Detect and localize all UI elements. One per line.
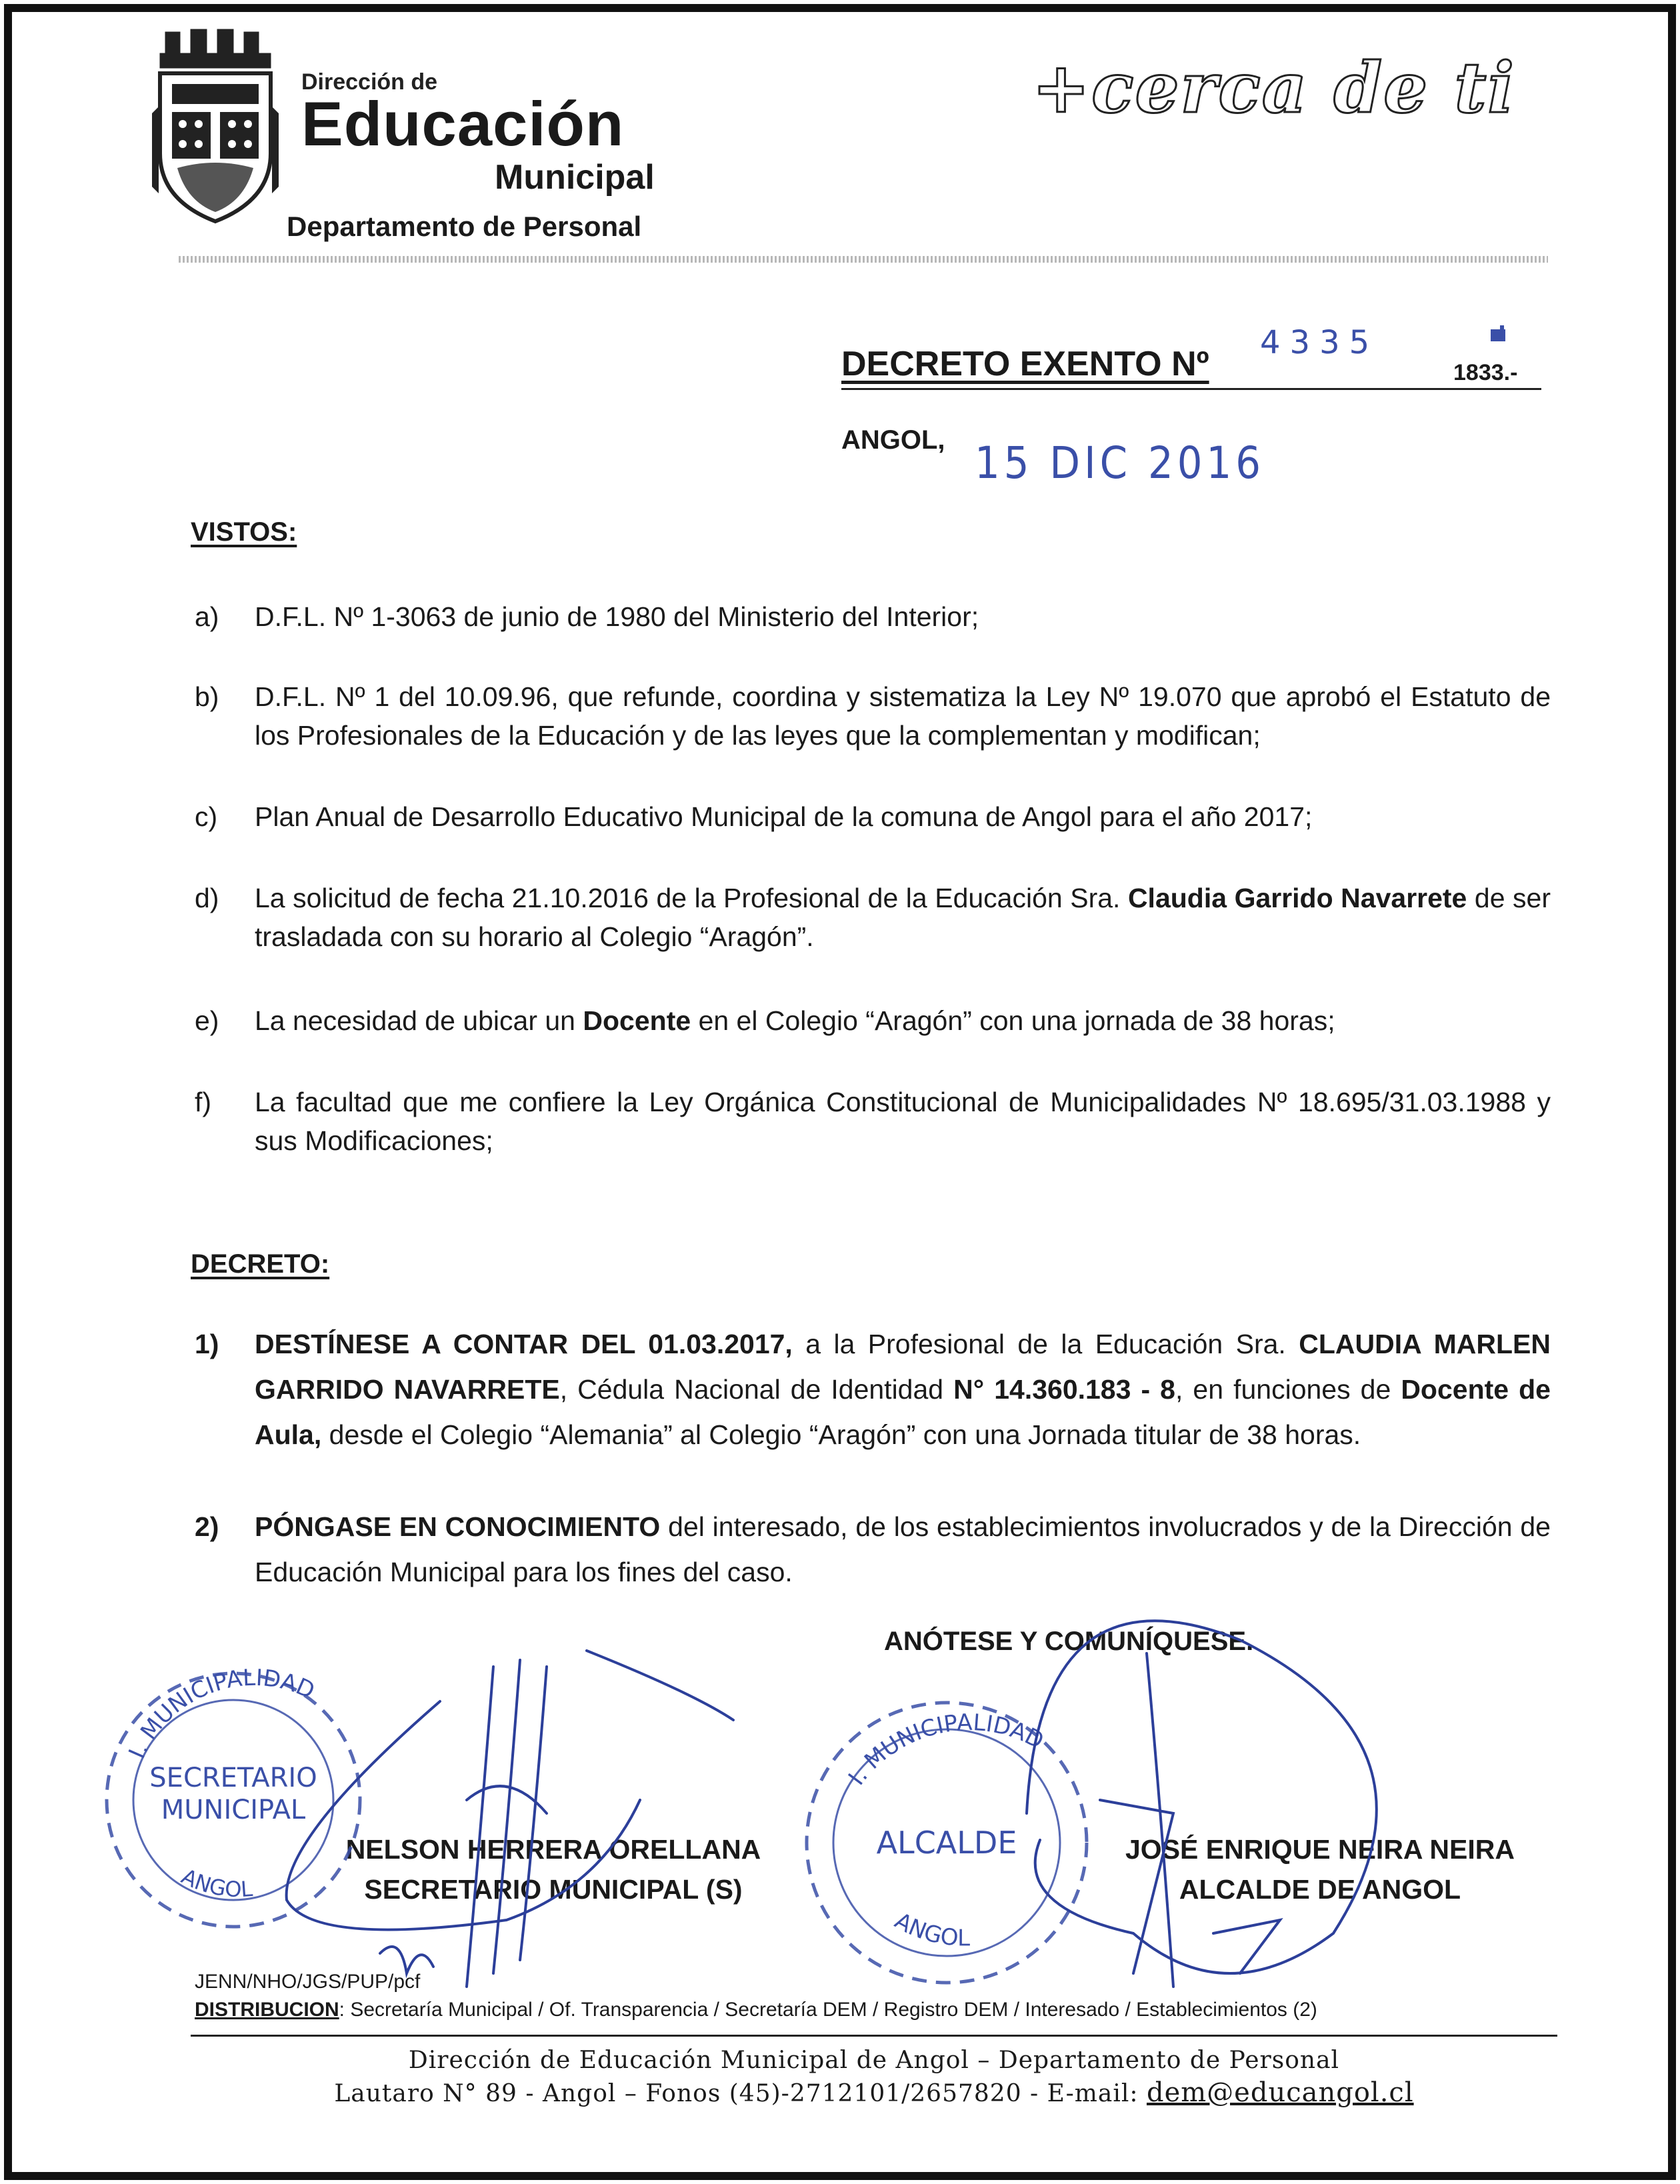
- stamp-center-text: SECRETARIO: [149, 1763, 317, 1793]
- signatory-mayor: [1060, 1829, 1580, 1909]
- distribution-label: DISTRIBUCION: [195, 1999, 339, 2021]
- bold-segment: PÓNGASE EN CONOCIMIENTO: [255, 1511, 661, 1542]
- decree-code: 1833.-: [1453, 360, 1518, 385]
- text-segment: de ser trasladada con su horario al Colegio “Aragón”.: [255, 883, 1551, 952]
- decree-underline: [841, 388, 1541, 390]
- footer-email-link[interactable]: dem@educangol.cl: [1146, 2077, 1414, 2108]
- stamp-bottom-text: ANGOL: [177, 1863, 254, 1903]
- item-label: a): [195, 601, 219, 632]
- text-segment: , en funciones de: [1175, 1374, 1391, 1405]
- text-segment: , Cédula Nacional de Identidad: [559, 1374, 944, 1405]
- item-text: [255, 879, 1551, 956]
- decree-stamped-number: 4335: [1260, 324, 1379, 361]
- stamped-date: 15 DIC 2016: [975, 437, 1265, 489]
- item-label: d): [195, 883, 219, 913]
- person-name: CLAUDIA MARLEN GARRIDO NAVARRETE: [255, 1329, 1551, 1405]
- decreto-heading: DECRETO:: [191, 1249, 330, 1279]
- role-term: Docente de Aula,: [255, 1374, 1551, 1450]
- item-label: f): [195, 1087, 212, 1117]
- footer-line-2: [191, 2077, 1557, 2108]
- text-segment: en el Colegio “Aragón” con una jornada de 38 horas;: [698, 1005, 1335, 1036]
- text-segment: desde el Colegio “Alemania” al Colegio “Aragón” con una Jornada titular de 38 horas.: [329, 1419, 1361, 1450]
- stamp-center-text: MUNICIPAL: [161, 1795, 306, 1825]
- org-small-title: Dirección de: [301, 69, 438, 95]
- vistos-heading: VISTOS:: [191, 517, 297, 547]
- signatory-name: NELSON HERRERA ORELLANA: [345, 1834, 761, 1865]
- stamp-top-text: I. MUNICIPALIDAD: [843, 1709, 1049, 1791]
- stamp-mark-icon: [1488, 324, 1508, 344]
- item-text: D.F.L. Nº 1-3063 de junio de 1980 del Ministerio del Interior;: [255, 601, 979, 632]
- text-segment: La solicitud de fecha 21.10.2016 de la Profesional de la Educación Sra.: [255, 883, 1121, 913]
- item-text: D.F.L. Nº 1 del 10.09.96, que refunde, coordina y sistematiza la Ley Nº 19.070 que aprobó el Estatuto de los Profesionales de la Educación y de las leyes que la complementan y modifican;: [255, 681, 1551, 751]
- role-term: Docente: [583, 1005, 691, 1036]
- item-text: [255, 1001, 1551, 1040]
- item-label: c): [195, 801, 218, 832]
- signatory-role: ALCALDE DE ANGOL: [1179, 1874, 1461, 1905]
- item-label: 2): [195, 1511, 219, 1542]
- footer-address: Lautaro N° 89 - Angol – Fonos (45)-2712101/2657820 - E-mail:: [334, 2080, 1147, 2107]
- footer-divider: [191, 2035, 1557, 2037]
- distribution-text: : Secretaría Municipal / Of. Transparencia / Secretaría DEM / Registro DEM / Interesado / Establecimientos (2): [339, 1999, 1317, 2021]
- id-number: N° 14.360.183 - 8: [953, 1374, 1175, 1405]
- item-text: [255, 1321, 1551, 1457]
- text-segment: La necesidad de ubicar un: [255, 1005, 575, 1036]
- text-segment: del interesado, de los establecimientos involucrados y de la Dirección de Educación Municipal para los fines del caso.: [255, 1511, 1551, 1587]
- stamp-top-text: I. MUNICIPALIDAD: [123, 1664, 319, 1763]
- department-title: Departamento de Personal: [287, 211, 642, 242]
- slogan-logo: +cerca de ti: [1032, 47, 1515, 129]
- footer-line-1: Dirección de Educación Municipal de Angol – Departamento de Personal: [408, 2047, 1340, 2074]
- closing-phrase: ANÓTESE Y COMUNÍQUESE.: [884, 1627, 1254, 1656]
- signatory-name: JOSÉ ENRIQUE NEIRA NEIRA: [1125, 1834, 1515, 1865]
- text-segment: a la Profesional de la Educación Sra.: [805, 1329, 1286, 1359]
- bold-segment: DESTÍNESE A CONTAR DEL 01.03.2017,: [255, 1329, 793, 1359]
- item-text: La facultad que me confiere la Ley Orgánica Constitucional de Municipalidades Nº 18.695/31.03.1988 y sus Modificaciones;: [255, 1087, 1551, 1156]
- stamp-center-text: ALCALDE: [876, 1825, 1017, 1861]
- header-divider: [179, 256, 1548, 263]
- coat-of-arms-logo: [151, 27, 280, 227]
- place-label: ANGOL,: [841, 425, 945, 455]
- item-label: e): [195, 1005, 219, 1036]
- signatory-role: SECRETARIO MUNICIPAL (S): [364, 1874, 743, 1905]
- org-main-title: Educación: [301, 89, 625, 159]
- reference-initials: JENN/NHO/JGS/PUP/pcf: [195, 1971, 421, 1993]
- item-label: 1): [195, 1329, 219, 1359]
- item-text: Plan Anual de Desarrollo Educativo Municipal de la comuna de Angol para el año 2017;: [255, 801, 1313, 832]
- distribution-line: [195, 1999, 1317, 2021]
- item-label: b): [195, 681, 219, 712]
- signatory-secretary: [320, 1829, 787, 1909]
- item-text: [255, 1504, 1551, 1595]
- stamp-bottom-text: ANGOL: [890, 1907, 971, 1952]
- org-municipal-title: Municipal: [495, 158, 655, 197]
- person-name: Claudia Garrido Navarrete: [1127, 883, 1467, 913]
- decree-title: DECRETO EXENTO Nº: [841, 345, 1209, 383]
